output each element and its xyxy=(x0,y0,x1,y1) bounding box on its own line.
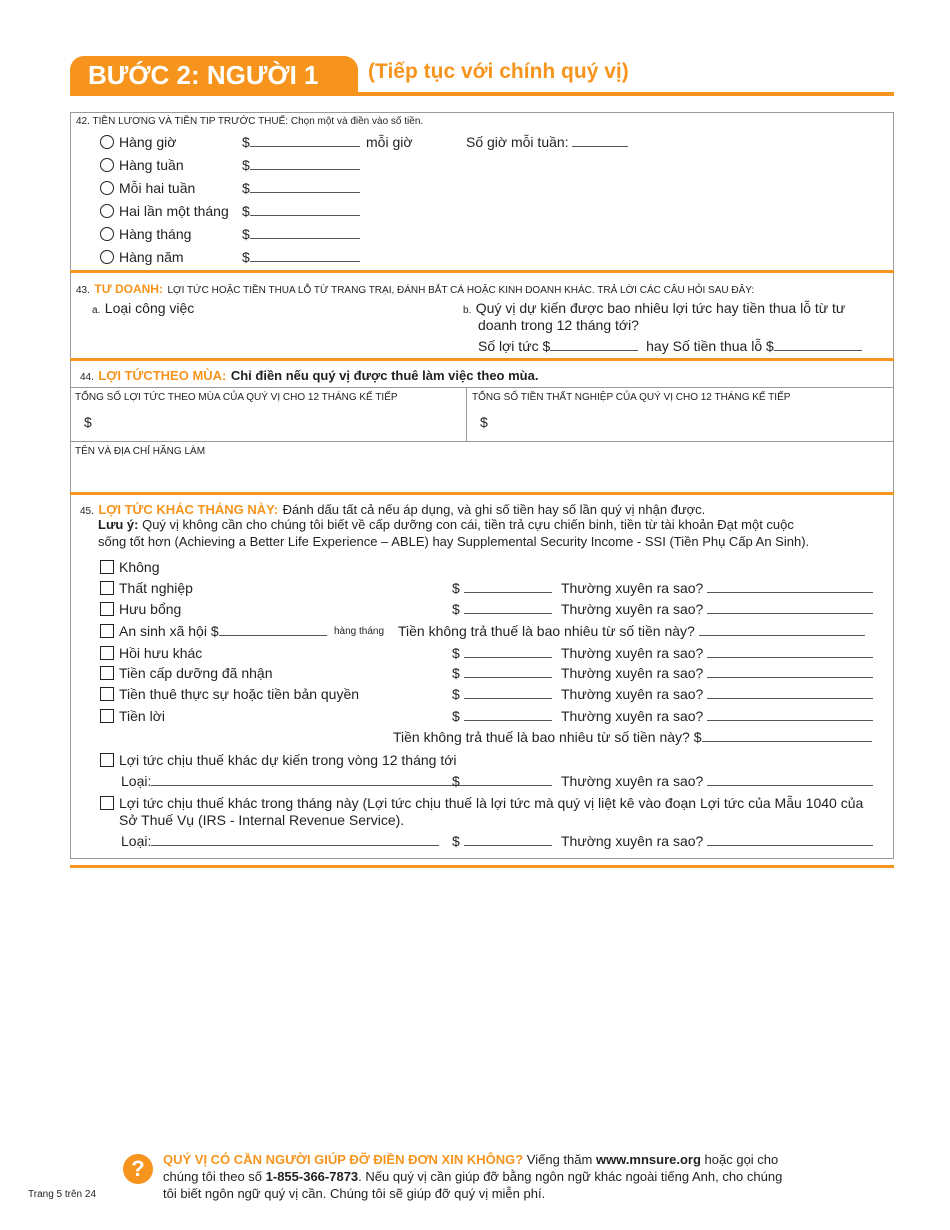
step-title: BƯỚC 2: NGƯỜI 1 xyxy=(88,60,319,90)
amount-field[interactable] xyxy=(464,601,552,614)
q42-option-biweekly[interactable]: Mỗi hai tuần xyxy=(100,180,195,196)
checkbox-icon[interactable] xyxy=(100,624,114,638)
checkbox-other-expected[interactable]: Lợi tức chịu thuế khác dự kiến trong vòng 12 tháng tới xyxy=(100,752,457,768)
amount-field[interactable] xyxy=(464,708,552,721)
checkbox-pension[interactable]: Hưu bổng xyxy=(100,601,181,617)
q42-option-yearly[interactable]: Hàng năm xyxy=(100,249,184,265)
q42-option-monthly[interactable]: Hàng tháng xyxy=(100,226,191,242)
q42-option-weekly[interactable]: Hàng tuần xyxy=(100,157,184,173)
amount-field[interactable] xyxy=(464,645,552,658)
q44-col-divider xyxy=(466,387,467,441)
q45-note: Lưu ý: Quý vị không cần cho chúng tôi biết về cấp dưỡng con cái, tiền trả cựu chiến binh, tiền từ tài khoản Đạt một cuộc xyxy=(98,517,794,532)
social-security-amount-field[interactable] xyxy=(219,623,327,636)
type-field[interactable] xyxy=(151,833,439,846)
checkbox-icon[interactable] xyxy=(100,602,114,616)
loss-label: hay Số tiền thua lỗ $ xyxy=(646,338,774,354)
checkbox-interest[interactable]: Tiền lời xyxy=(100,708,165,724)
frequency-field[interactable] xyxy=(707,580,873,593)
loss-field[interactable] xyxy=(774,338,862,351)
amount-field[interactable] xyxy=(250,203,360,216)
checkbox-icon[interactable] xyxy=(100,753,114,767)
amount-field[interactable] xyxy=(464,580,552,593)
bottom-rule xyxy=(70,865,894,868)
amount-field[interactable] xyxy=(464,686,552,699)
radio-icon[interactable] xyxy=(100,250,114,264)
amount-field[interactable] xyxy=(250,226,360,239)
step-subtitle: (Tiếp tục với chính quý vị) xyxy=(368,60,629,83)
q42-option-hourly[interactable]: Hàng giờ xyxy=(100,134,176,150)
amount-field[interactable] xyxy=(250,134,360,147)
q43-b-line2: doanh trong 12 tháng tới? xyxy=(478,317,639,333)
page-number: Trang 5 trên 24 xyxy=(28,1189,97,1200)
q44-divider-2 xyxy=(70,441,894,442)
checkbox-icon[interactable] xyxy=(100,687,114,701)
q45-note-line2: sống tốt hơn (Achieving a Better Life Experience – ABLE) hay Supplemental Security Income - SSI (Tiền Phụ Cấp An Sinh). xyxy=(98,534,810,549)
checkbox-icon[interactable] xyxy=(100,581,114,595)
unemployment-field[interactable]: $ xyxy=(480,414,488,430)
checkbox-none[interactable]: Không xyxy=(100,559,159,575)
help-text: QUÝ VỊ CÓ CẦN NGƯỜI GIÚP ĐỠ ĐIỀN ĐƠN XIN KHÔNG? Viếng thăm www.mnsure.org hoặc gọi cho chúng tôi theo số 1-855-366-7873. Nếu quý vị cần giúp đỡ bằng ngôn ngữ khác ngoài tiếng Anh, cho chúng tôi biết ngôn ngữ quý vị cần. Chúng tôi sẽ giúp đỡ quý vị miễn phí. xyxy=(163,1152,783,1201)
income-label: Số lợi tức $ xyxy=(478,338,551,354)
type-field[interactable] xyxy=(151,773,469,786)
radio-icon[interactable] xyxy=(100,158,114,172)
income-field[interactable] xyxy=(550,338,638,351)
frequency-field[interactable] xyxy=(707,833,873,846)
q43-b: b. Quý vị dự kiến được bao nhiêu lợi tức hay tiền thua lỗ từ tư xyxy=(463,300,846,316)
hours-per-week-field[interactable] xyxy=(572,134,628,147)
frequency-field[interactable] xyxy=(707,773,873,786)
checkbox-icon[interactable] xyxy=(100,560,114,574)
q44-divider-1 xyxy=(70,387,894,388)
other-month-line2: Sở Thuế Vụ (IRS - Internal Revenue Service). xyxy=(119,812,405,828)
employer-label: TÊN VÀ ĐỊA CHỈ HÃNG LÀM xyxy=(75,446,206,457)
q44-title: 44. LỢI TỨCTHEO MÙA: Chỉ điền nếu quý vị được thuê làm việc theo mùa. xyxy=(80,368,539,383)
radio-icon[interactable] xyxy=(100,135,114,149)
amount-field[interactable] xyxy=(464,773,552,786)
q42-option-twice-monthly[interactable]: Hai lần một tháng xyxy=(100,203,229,219)
website-link[interactable]: www.mnsure.org xyxy=(595,1152,701,1167)
checkbox-unemployment[interactable]: Thất nghiệp xyxy=(100,580,193,596)
untaxed-interest-field[interactable] xyxy=(702,729,872,742)
checkbox-icon[interactable] xyxy=(100,646,114,660)
header-rule xyxy=(70,92,894,96)
hours-per-week-label: Số giờ mỗi tuần: xyxy=(466,134,569,150)
amount-field[interactable] xyxy=(464,665,552,678)
per-hour-label: mỗi giờ xyxy=(366,134,413,150)
q45-title: 45. LỢI TỨC KHÁC THÁNG NÀY: Đánh dấu tất cả nếu áp dụng, và ghi số tiền hay số lần quý vị nhận được. xyxy=(80,502,706,517)
seasonal-income-label: TỔNG SỐ LỢI TỨC THEO MÙA CỦA QUÝ VỊ CHO 12 THÁNG KẾ TIẾP xyxy=(75,392,398,403)
amount-field[interactable] xyxy=(250,180,360,193)
frequency-field[interactable] xyxy=(707,686,873,699)
radio-icon[interactable] xyxy=(100,227,114,241)
amount-field[interactable] xyxy=(250,249,360,262)
monthly-label: hàng tháng xyxy=(334,626,385,637)
frequency-field[interactable] xyxy=(707,645,873,658)
frequency-field[interactable] xyxy=(707,665,873,678)
checkbox-other-month[interactable]: Lợi tức chịu thuế khác trong tháng này (Lợi tức chịu thuế là lợi tức mà quý vị liệt kê vào đoạn Lợi tức của Mẫu 1040 của xyxy=(100,795,863,811)
amount-field[interactable] xyxy=(464,833,552,846)
phone-number[interactable]: 1-855-366-7873 xyxy=(265,1169,359,1184)
frequency-field[interactable] xyxy=(707,601,873,614)
seasonal-income-field[interactable]: $ xyxy=(84,414,92,430)
q43-a: a. Loại công việc xyxy=(92,300,195,316)
amount-field[interactable] xyxy=(250,157,360,170)
checkbox-social-security[interactable]: An sinh xã hội $ xyxy=(100,623,327,639)
radio-icon[interactable] xyxy=(100,181,114,195)
q42-title: 42. TIỀN LƯƠNG VÀ TIỀN TIP TRƯỚC THUẾ: Chọn một và điền vào số tiền. xyxy=(76,116,424,127)
checkbox-icon[interactable] xyxy=(100,666,114,680)
checkbox-icon[interactable] xyxy=(100,709,114,723)
help-icon: ? xyxy=(123,1154,153,1184)
checkbox-icon[interactable] xyxy=(100,796,114,810)
frequency-field[interactable] xyxy=(707,708,873,721)
checkbox-alimony[interactable]: Tiền cấp dưỡng đã nhận xyxy=(100,665,272,681)
q43-title: 43. TƯ DOANH: LỢI TỨC HOẶC TIỀN THUA LỖ TỪ TRANG TRẠI, ĐÁNH BẮT CÁ HOẶC KINH DOANH KHÁC. TRẢ LỜI CÁC CÂU HỎI SAU ĐÂY: xyxy=(76,282,755,296)
checkbox-other-retirement[interactable]: Hồi hưu khác xyxy=(100,645,202,661)
checkbox-rent-royalties[interactable]: Tiền thuê thực sự hoặc tiền bản quyền xyxy=(100,686,359,702)
unemployment-label: TỔNG SỐ TIỀN THẤT NGHIỆP CỦA QUÝ VỊ CHO 12 THÁNG KẾ TIẾP xyxy=(472,392,791,403)
untaxed-field[interactable] xyxy=(699,623,865,636)
radio-icon[interactable] xyxy=(100,204,114,218)
